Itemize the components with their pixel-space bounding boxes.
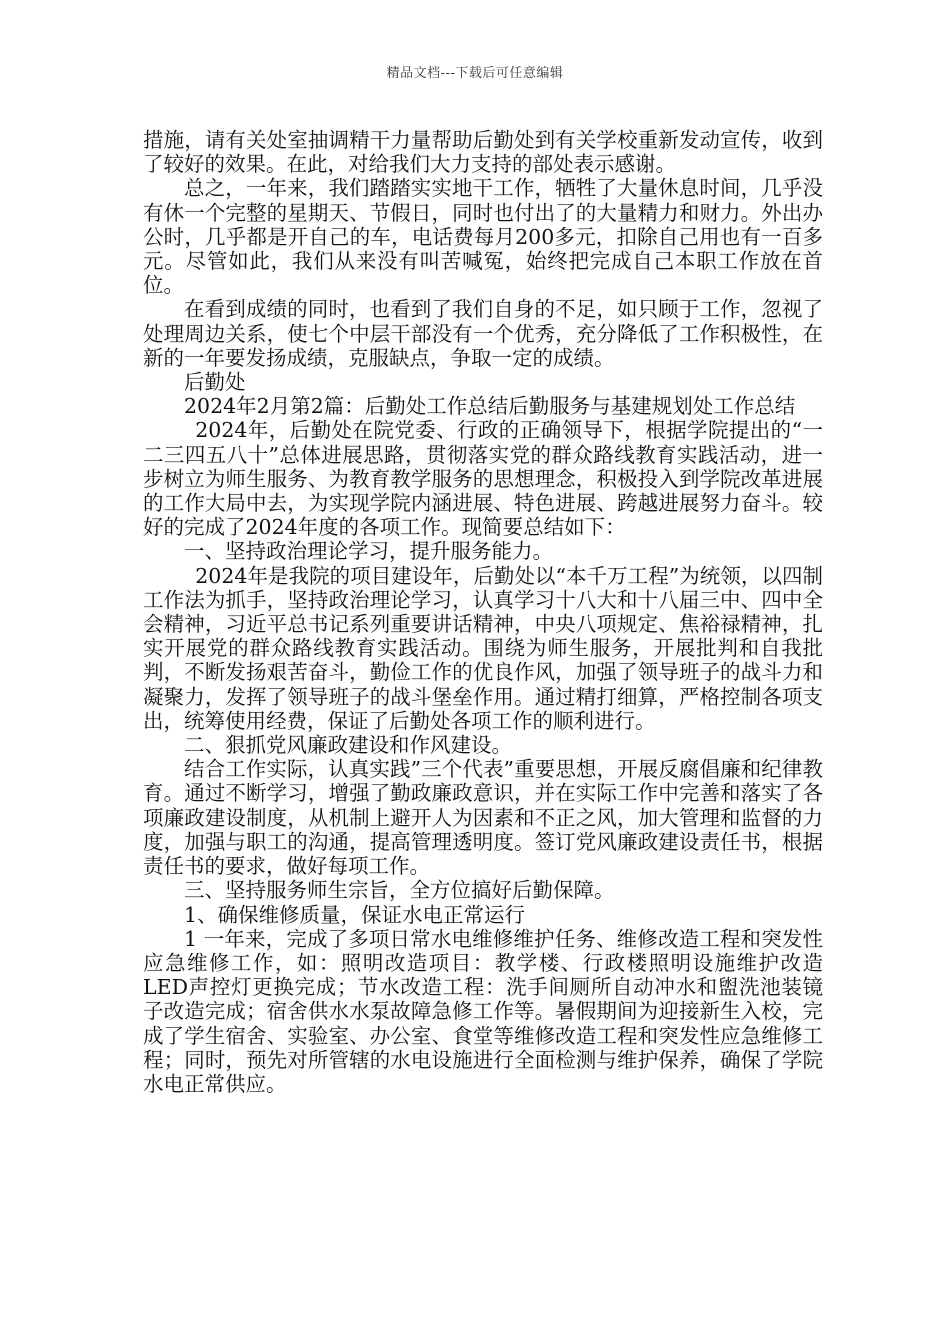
paragraph-intro: 2024年，后勤处在院党委、行政的正确领导下，根据学院提出的“一二三四五八十”总体进展思路，贯彻落实党的群众路线教育实践活动，进一步树立为师生服务、为教育教学服务的思想理念，积极投入到学院改革进展的工作大局中去，为实现学院内涵进展、特色进展、跨越进展努力奋斗。较好的完成了2024年度的各项工作。现简要总结如下： (143, 418, 823, 540)
heading-2: 二、狠抓党风廉政建设和作风建设。 (184, 733, 512, 758)
paragraph-theory-study: 2024年是我院的项目建设年，后勤处以“本千万工程”为统领，以四制工作法为抓手，坚持政治理论学习，认真学习十八大和十八届三中、四中全会精神，习近平总书记系列重要讲话精神，中央八项规定、焦裕禄精神，扎实开展党的群众路线教育实践活动。围绕为师生服务，开展批判和自我批判，不断发扬艰苦奋斗，勤俭工作的优良作风，加强了领导班子的战斗力和凝聚力，发挥了领导班子的战斗堡垒作用。通过精打细算，严格控制各项支出，统筹使用经费，保证了后勤处各项工作的顺利进行。 (143, 563, 823, 733)
document-body (143, 128, 823, 1096)
heading-1: 一、坚持政治理论学习，提升服务能力。 (184, 539, 553, 564)
paragraph-integrity: 结合工作实际，认真实践”三个代表”重要思想，开展反腐倡廉和纪律教育。通过不断学习，增强了勤政廉政意识，并在实际工作中完善和落实了各项廉政建设制度，从机制上避开人为因素和不正之风，加大管理和监督的力度，加强与职工的沟通，提高管理透明度。签订党风廉政建设责任书，根据责任书的要求，做好每项工作。 (143, 757, 823, 879)
paragraph-maintenance: 1 一年来，完成了多项日常水电维修维护任务、维修改造工程和突发性应急维修工作，如：照明改造项目：教学楼、行政楼照明设施维护改造LED声控灯更换完成；节水改造工程：洗手间厕所自动冲水和盥洗池装镜子改造完成；宿舍供水水泵故障急修工作等。暑假期间为迎接新生入校，完成了学生宿舍、实验室、办公室、食堂等维修改造工程和突发性应急维修工程；同时，预先对所管辖的水电设施进行全面检测与维护保养，确保了学院水电正常供应。 (143, 926, 823, 1096)
signature-department: 后勤处 (184, 370, 246, 395)
paragraph-continuation: 措施，请有关处室抽调精干力量帮助后勤处到有关学校重新发动宣传，收到了较好的效果。在此，对给我们大力支持的部处表示感谢。 (143, 128, 823, 177)
paragraph-summary: 总之，一年来，我们踏踏实实地干工作，牺牲了大量休息时间，几乎没有休一个完整的星期天、节假日，同时也付出了的大量精力和财力。外出办公时，几乎都是开自己的车，电话费每月200多元，扣除自己用也有一百多元。尽管如此，我们从来没有叫苦喊冤，始终把完成自己本职工作放在首位。 (143, 176, 823, 298)
subheading-1: 1、确保维修质量，保证水电正常运行 (184, 902, 526, 927)
paragraph-shortcomings: 在看到成绩的同时，也看到了我们自身的不足，如只顾于工作，忽视了处理周边关系，使七个中层干部没有一个优秀，充分降低了工作积极性，在新的一年要发扬成绩，克服缺点，争取一定的成绩。 (143, 297, 823, 370)
page-header: 精品文档---下载后可任意编辑 (386, 66, 564, 81)
section-title: 2024年2月第2篇：后勤处工作总结后勤服务与基建规划处工作总结 (184, 394, 796, 419)
heading-3: 三、坚持服务师生宗旨，全方位搞好后勤保障。 (184, 878, 615, 903)
